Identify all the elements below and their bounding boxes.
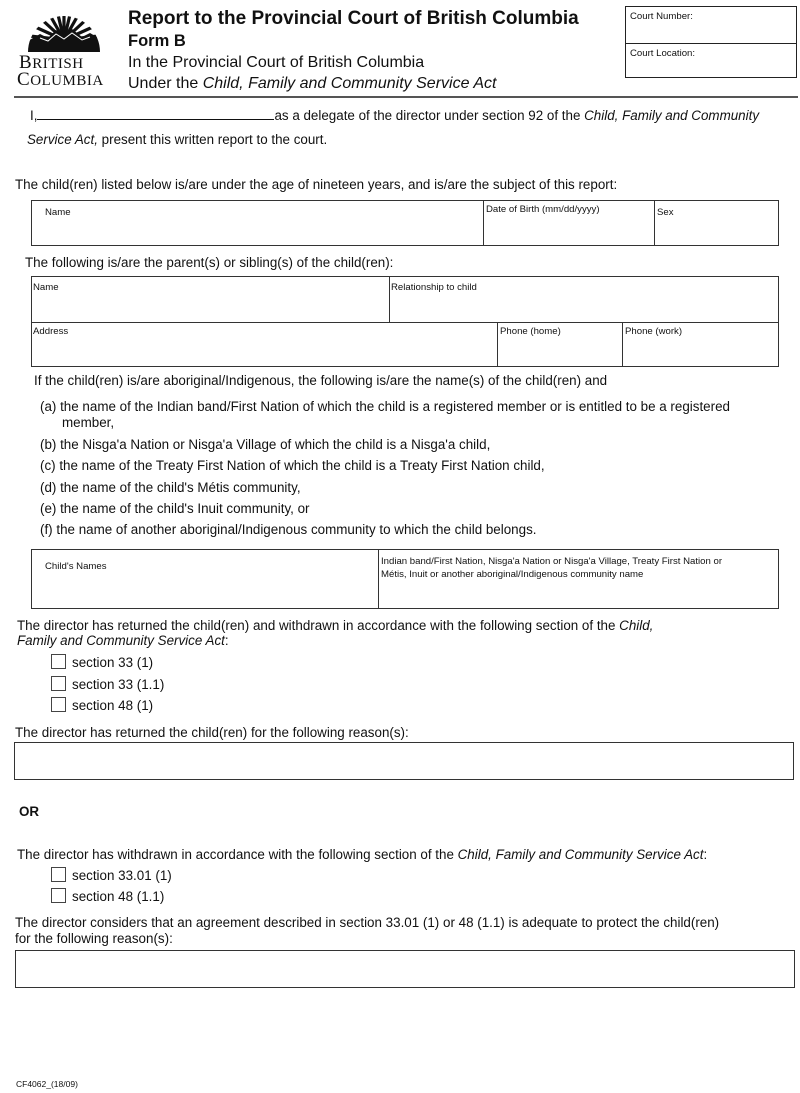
relationship-cell[interactable]: [390, 277, 778, 323]
checkbox-label-section-48-1: section 48 (1): [72, 698, 154, 713]
returned-intro-line-2: [17, 633, 229, 649]
logo-text-british: BRITISH: [19, 52, 84, 73]
withdrawn-intro-italic: Child, Family and Community Service Act: [457, 847, 704, 862]
court-number-label: Court Number:: [630, 11, 693, 22]
checkbox-section-48-1[interactable]: [51, 697, 66, 712]
returned-intro-italic-2: Family and Community Service Act: [17, 633, 225, 648]
indigenous-item-e: (e) the name of the child's Inuit community, or: [40, 501, 310, 516]
indigenous-table: [31, 549, 779, 609]
delegate-middle-text: as a delegate of the director under section 92 of the: [274, 108, 585, 123]
checkbox-label-section-33-1-1: section 33 (1.1): [72, 677, 165, 692]
childs-names-header: Child's Names: [45, 561, 107, 572]
withdrawn-intro-prefix: The director has withdrawn in accordance with the following section of the: [17, 847, 458, 862]
or-separator: OR: [19, 804, 40, 819]
form-label: Form B: [128, 32, 186, 50]
form-code: CF4062_(18/09): [16, 1079, 78, 1089]
delegate-act-italic-1: Child, Family and Community: [584, 108, 760, 123]
returned-intro-line-1: [17, 618, 653, 634]
checkbox-label-section-33-1: section 33 (1): [72, 655, 154, 670]
indigenous-intro: If the child(ren) is/are aboriginal/Indigenous, the following is/are the name(s) of the child(ren) and: [34, 373, 608, 388]
indigenous-item-d: (d) the name of the child's Métis community,: [40, 480, 301, 495]
delegate-act-italic-2: Service Act,: [27, 132, 98, 147]
community-name-header-2: Métis, Inuit or another aboriginal/Indigenous community name: [381, 569, 644, 580]
returned-intro-prefix: The director has returned the child(ren) and withdrawn in accordance with the following section of the: [17, 618, 620, 633]
child-sex-cell[interactable]: [655, 201, 778, 245]
returned-reasons-label: The director has returned the child(ren) for the following reason(s):: [15, 725, 409, 740]
act-line: [128, 74, 496, 94]
parent-name-cell[interactable]: [32, 277, 390, 323]
act-line-prefix: Under the: [128, 75, 203, 92]
child-name-header: Name: [45, 207, 71, 218]
withdrawn-intro-suffix: :: [703, 847, 708, 862]
delegate-name-field[interactable]: [37, 106, 274, 120]
bc-logo-icon: [26, 6, 102, 54]
phone-work-cell[interactable]: [623, 323, 778, 366]
delegate-prefix: I,: [30, 108, 38, 123]
address-header: Address: [33, 326, 69, 337]
children-table: [31, 200, 779, 246]
phone-home-header: Phone (home): [500, 326, 561, 337]
withdrawn-reasons-field[interactable]: [15, 950, 795, 988]
checkbox-section-48-1-1[interactable]: [51, 888, 66, 903]
parent-name-header: Name: [33, 282, 59, 293]
parents-table: [31, 276, 779, 367]
parents-intro: The following is/are the parent(s) or sibling(s) of the child(ren):: [25, 255, 394, 270]
checkbox-label-section-48-1-1: section 48 (1.1): [72, 889, 165, 904]
indigenous-item-b: (b) the Nisga'a Nation or Nisga'a Village of which the child is a Nisga'a child,: [40, 437, 491, 452]
returned-reasons-field[interactable]: [14, 742, 794, 780]
returned-intro-suffix: :: [224, 633, 229, 648]
court-location-field[interactable]: [626, 44, 796, 77]
checkbox-section-33-01-1[interactable]: [51, 867, 66, 882]
child-sex-header: Sex: [657, 207, 674, 218]
logo-text-columbia: COLUMBIA: [17, 69, 104, 90]
checkbox-section-33-1-1[interactable]: [51, 676, 66, 691]
court-location-label: Court Location:: [630, 48, 696, 59]
child-dob-header: Date of Birth (mm/dd/yyyy): [486, 204, 600, 215]
indigenous-item-c: (c) the name of the Treaty First Nation of which the child is a Treaty First Nation child,: [40, 458, 545, 473]
withdrawn-reasons-label-1: The director considers that an agreement described in section 33.01 (1) or 48 (1.1) is adequate to protect the child(ren): [15, 915, 720, 930]
community-name-cell[interactable]: [379, 550, 778, 608]
childs-names-cell[interactable]: [32, 550, 379, 608]
header-divider: [14, 96, 798, 98]
indigenous-item-f: (f) the name of another aboriginal/Indigenous community to which the child belongs.: [40, 522, 537, 537]
court-number-field[interactable]: [626, 7, 796, 44]
act-line-italic: Child, Family and Community Service Act: [202, 75, 497, 92]
address-cell[interactable]: [32, 323, 498, 366]
relationship-header: Relationship to child: [391, 282, 477, 293]
court-line: In the Provincial Court of British Columbia: [128, 54, 425, 71]
phone-home-cell[interactable]: [498, 323, 623, 366]
checkbox-section-33-1[interactable]: [51, 654, 66, 669]
phone-work-header: Phone (work): [625, 326, 683, 337]
withdrawn-intro: [17, 847, 707, 863]
children-intro: The child(ren) listed below is/are under the age of nineteen years, and is/are the subject of this report:: [15, 177, 618, 192]
indigenous-item-a: (a) the name of the Indian band/First Nation of which the child is a registered member or is entitled to be a registered: [40, 399, 730, 414]
withdrawn-reasons-label-2: for the following reason(s):: [15, 931, 173, 946]
court-info-box: [625, 6, 797, 78]
indigenous-item-a-cont: member,: [62, 415, 115, 430]
delegate-suffix: present this written report to the court.: [97, 132, 328, 147]
community-name-header-1: Indian band/First Nation, Nisga'a Nation or Nisga'a Village, Treaty First Nation or: [381, 556, 723, 567]
form-title: Report to the Provincial Court of British Columbia: [128, 8, 579, 29]
checkbox-label-section-33-01-1: section 33.01 (1): [72, 868, 172, 883]
child-dob-cell[interactable]: [484, 201, 655, 245]
delegate-line-2: [27, 132, 327, 148]
delegate-line-1: [30, 106, 759, 124]
returned-intro-italic-1: Child,: [619, 618, 654, 633]
child-name-cell[interactable]: [32, 201, 484, 245]
